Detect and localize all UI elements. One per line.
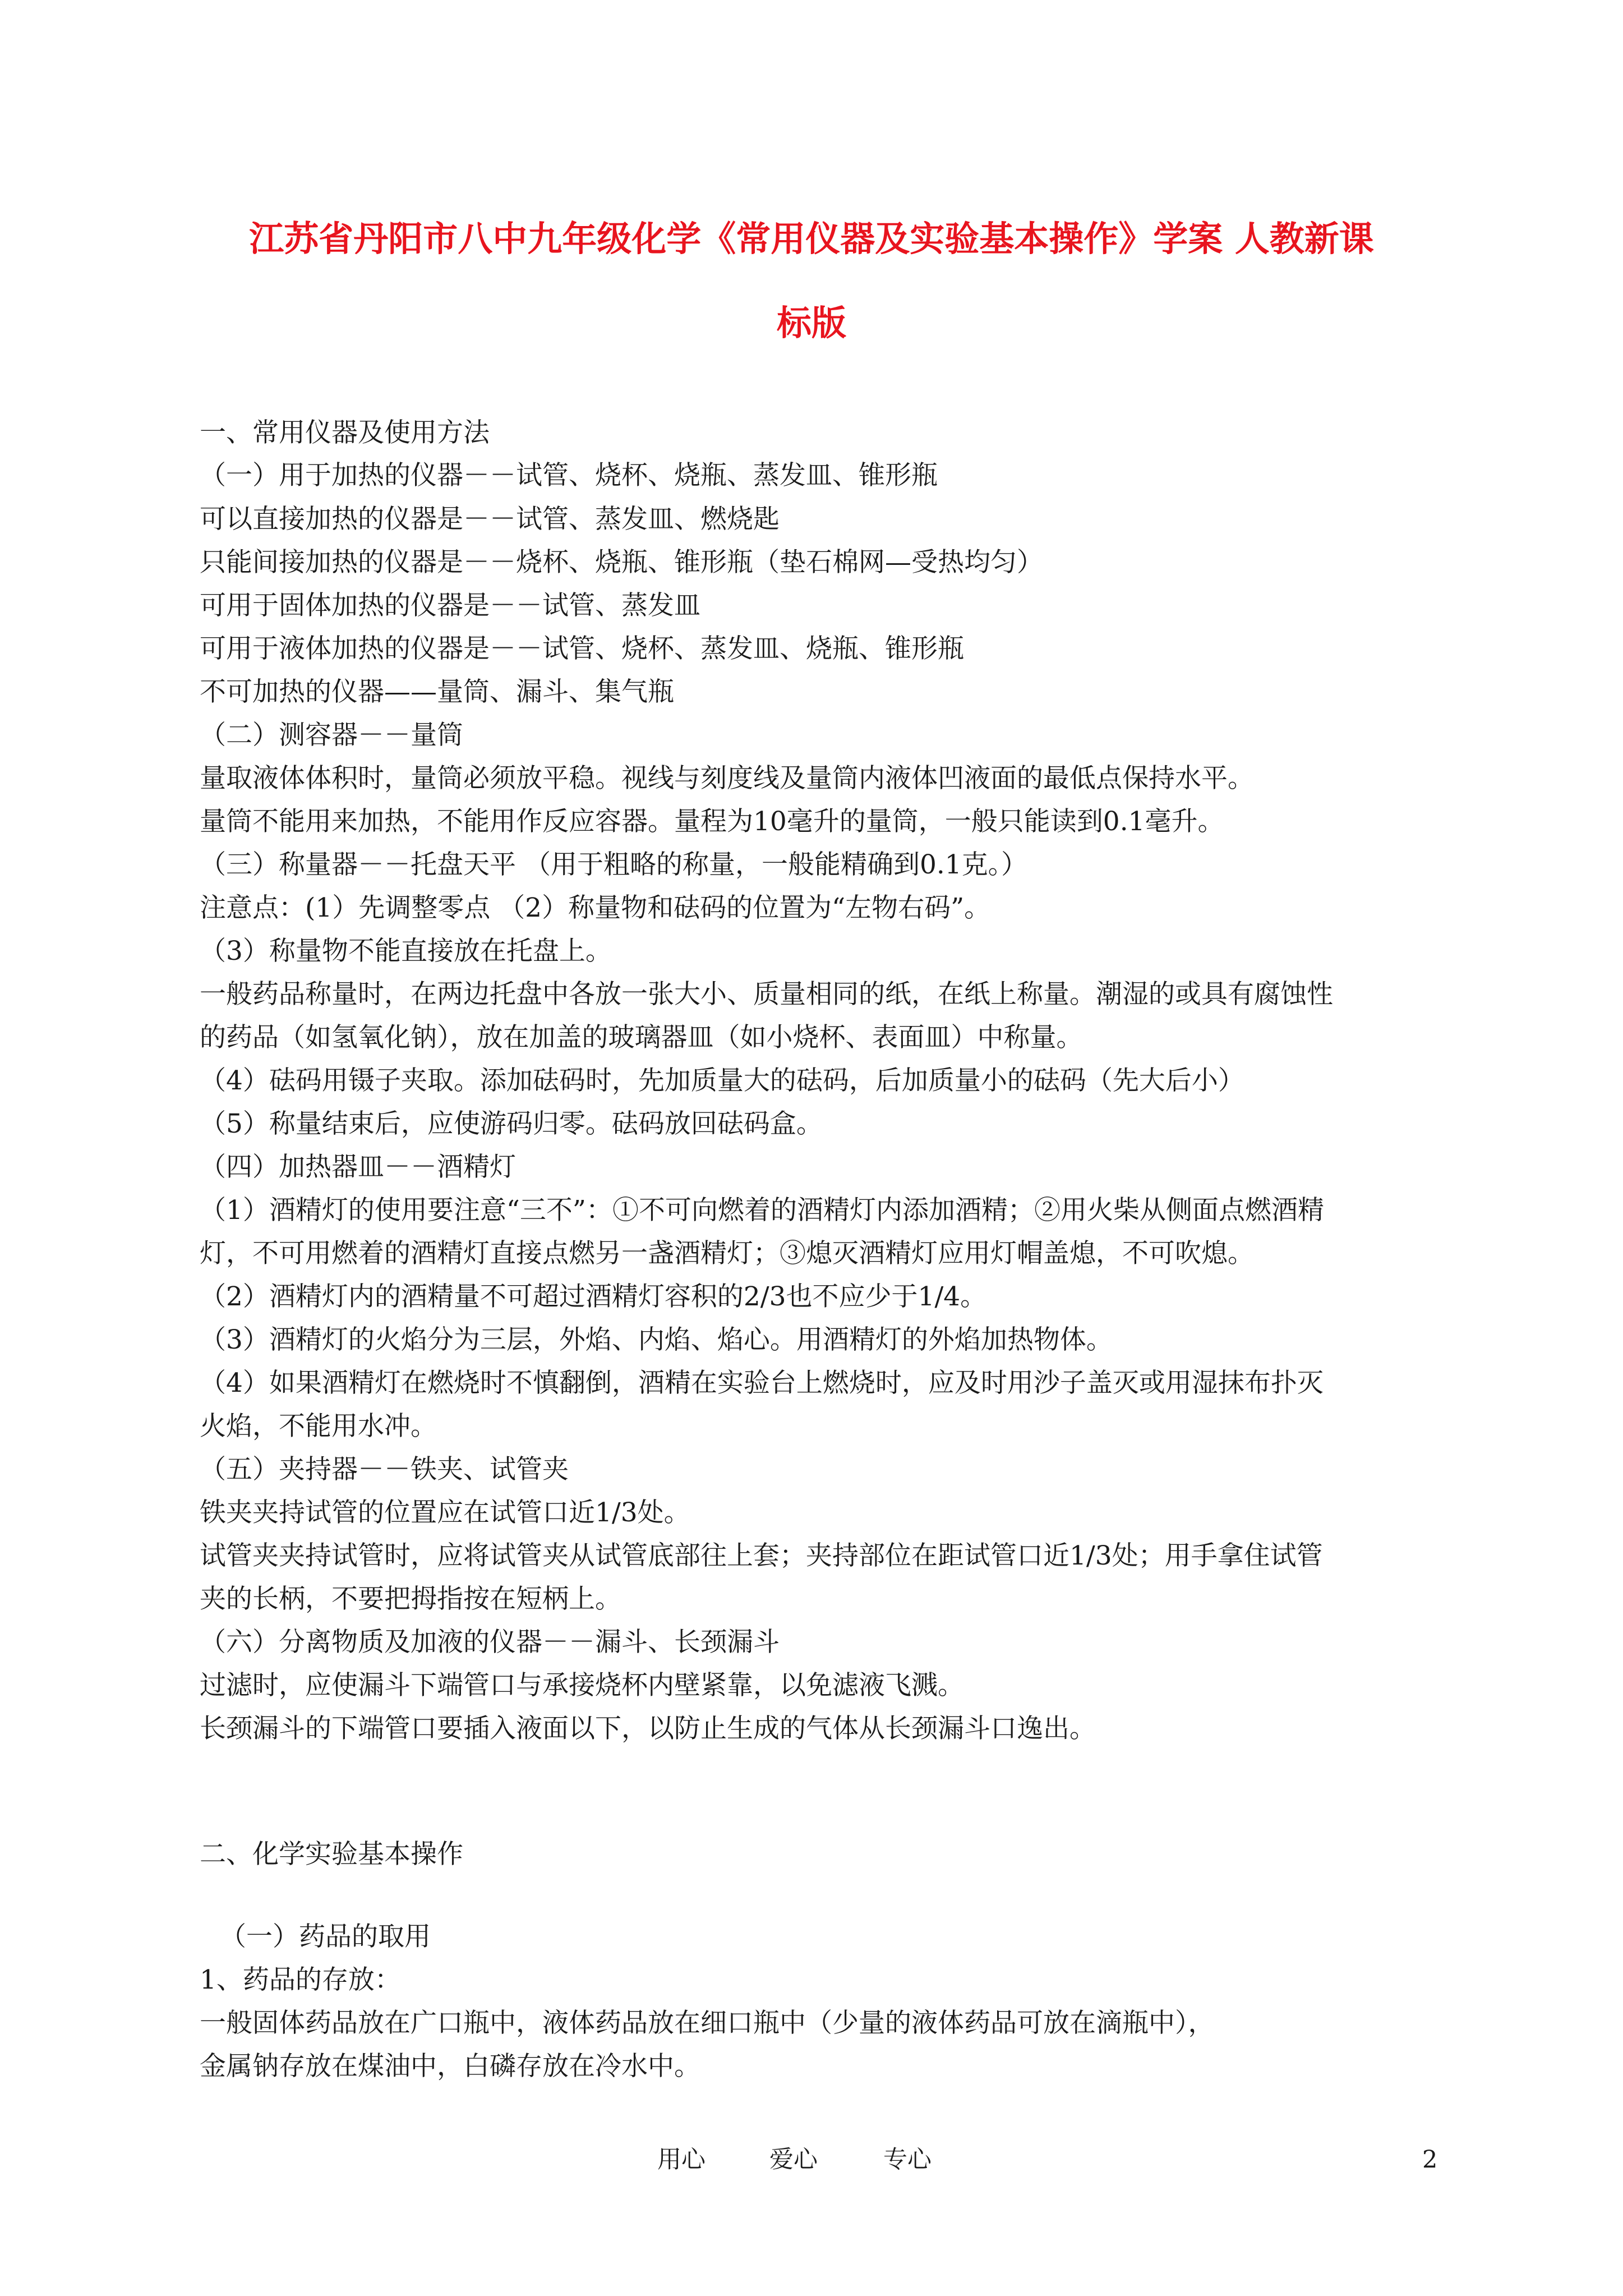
body-line: （4）砝码用镊子夹取。添加砝码时，先加质量大的砝码，后加质量小的砝码（先大后小） [200,1065,1244,1096]
body-line: 金属钠存放在煤油中，白磷存放在冷水中。 [200,2051,700,2082]
body-line: 1、药品的存放： [200,1964,401,1995]
footer-motto-3: 专心 [883,2146,932,2174]
body-line: 一般固体药品放在广口瓶中，液体药品放在细口瓶中（少量的液体药品可放在滴瓶中）， [200,2008,1215,2039]
body-line: （3）酒精灯的火焰分为三层，外焰、内焰、焰心。用酒精灯的外焰加热物体。 [200,1324,1113,1355]
body-line: 的药品（如氢氧化钠），放在加盖的玻璃器皿（如小烧杯、表面皿）中称量。 [200,1022,1083,1053]
body-line: 火焰，不能用水冲。 [200,1411,437,1442]
subsection-funnels: （六）分离物质及加液的仪器－－漏斗、长颈漏斗 [200,1627,780,1658]
body-line: 只能间接加热的仪器是－－烧杯、烧瓶、锥形瓶（垫石棉网—受热均匀） [200,547,1043,578]
body-line: 可以直接加热的仪器是－－试管、蒸发皿、燃烧匙 [200,504,780,535]
body-line: （2）酒精灯内的酒精量不可超过酒精灯容积的2/3也不应少于1/4。 [200,1281,987,1312]
body-line: 铁夹夹持试管的位置应在试管口近1/3处。 [200,1497,690,1528]
body-line: 长颈漏斗的下端管口要插入液面以下，以防止生成的气体从长颈漏斗口逸出。 [200,1713,1096,1744]
document-title-line-1: 江苏省丹阳市八中九年级化学《常用仪器及实验基本操作》学案 人教新课 [249,218,1374,259]
subsection-alcohol-lamp: （四）加热器皿－－酒精灯 [200,1152,516,1182]
footer-motto-2: 爱心 [769,2146,818,2174]
body-line: 灯，不可用燃着的酒精灯直接点燃另一盏酒精灯；③熄灭酒精灯应用灯帽盖熄，不可吹熄。 [200,1238,1254,1269]
body-line: （5）称量结束后，应使游码归零。砝码放回砝码盒。 [200,1108,823,1139]
body-line: 一般药品称量时，在两边托盘中各放一张大小、质量相同的纸，在纸上称量。潮湿的或具有腐蚀性 [200,979,1333,1010]
section-heading-basic-operations: 二、化学实验基本操作 [200,1839,463,1870]
body-line: 过滤时，应使漏斗下端管口与承接烧杯内壁紧靠，以免滤液飞溅。 [200,1670,964,1701]
subsection-heating-instruments: （一）用于加热的仪器－－试管、烧杯、烧瓶、蒸发皿、锥形瓶 [200,460,938,491]
body-line: （4）如果酒精灯在燃烧时不慎翻倒，酒精在实验台上燃烧时，应及时用沙子盖灭或用湿抹布扑灭 [200,1368,1324,1398]
subsection-measuring-cylinder: （二）测容器－－量筒 [200,720,463,751]
subsection-clamps: （五）夹持器－－铁夹、试管夹 [200,1454,569,1485]
subsection-balance: （三）称量器－－托盘天平 （用于粗略的称量，一般能精确到0.1克。） [200,849,1028,880]
section-heading-instruments: 一、常用仪器及使用方法 [200,417,490,448]
subsection-taking-reagents: （一）药品的取用 [220,1921,431,1952]
body-line: 不可加热的仪器——量筒、漏斗、集气瓶 [200,677,674,707]
body-line: 夹的长柄，不要把拇指按在短柄上。 [200,1584,621,1614]
body-line: （3）称量物不能直接放在托盘上。 [200,936,612,967]
page-number: 2 [1422,2146,1438,2174]
footer-motto-1: 用心 [657,2146,706,2174]
document-title-line-2: 标版 [776,302,846,343]
body-line: （1）酒精灯的使用要注意“三不”：①不可向燃着的酒精灯内添加酒精；②用火柴从侧面点燃酒精 [200,1195,1324,1226]
body-line: 注意点：(1）先调整零点 （2）称量物和砝码的位置为“左物右码”。 [200,892,991,923]
body-line: 试管夹夹持试管时，应将试管夹从试管底部往上套；夹持部位在距试管口近1/3处；用手拿住试管 [200,1540,1323,1571]
body-line: 量取液体体积时，量筒必须放平稳。视线与刻度线及量筒内液体凹液面的最低点保持水平。 [200,763,1254,794]
body-line: 可用于固体加热的仪器是－－试管、蒸发皿 [200,590,700,621]
body-line: 可用于液体加热的仪器是－－试管、烧杯、蒸发皿、烧瓶、锥形瓶 [200,633,964,664]
body-line: 量筒不能用来加热，不能用作反应容器。量程为10毫升的量筒，一般只能读到0.1毫升。 [200,806,1224,837]
